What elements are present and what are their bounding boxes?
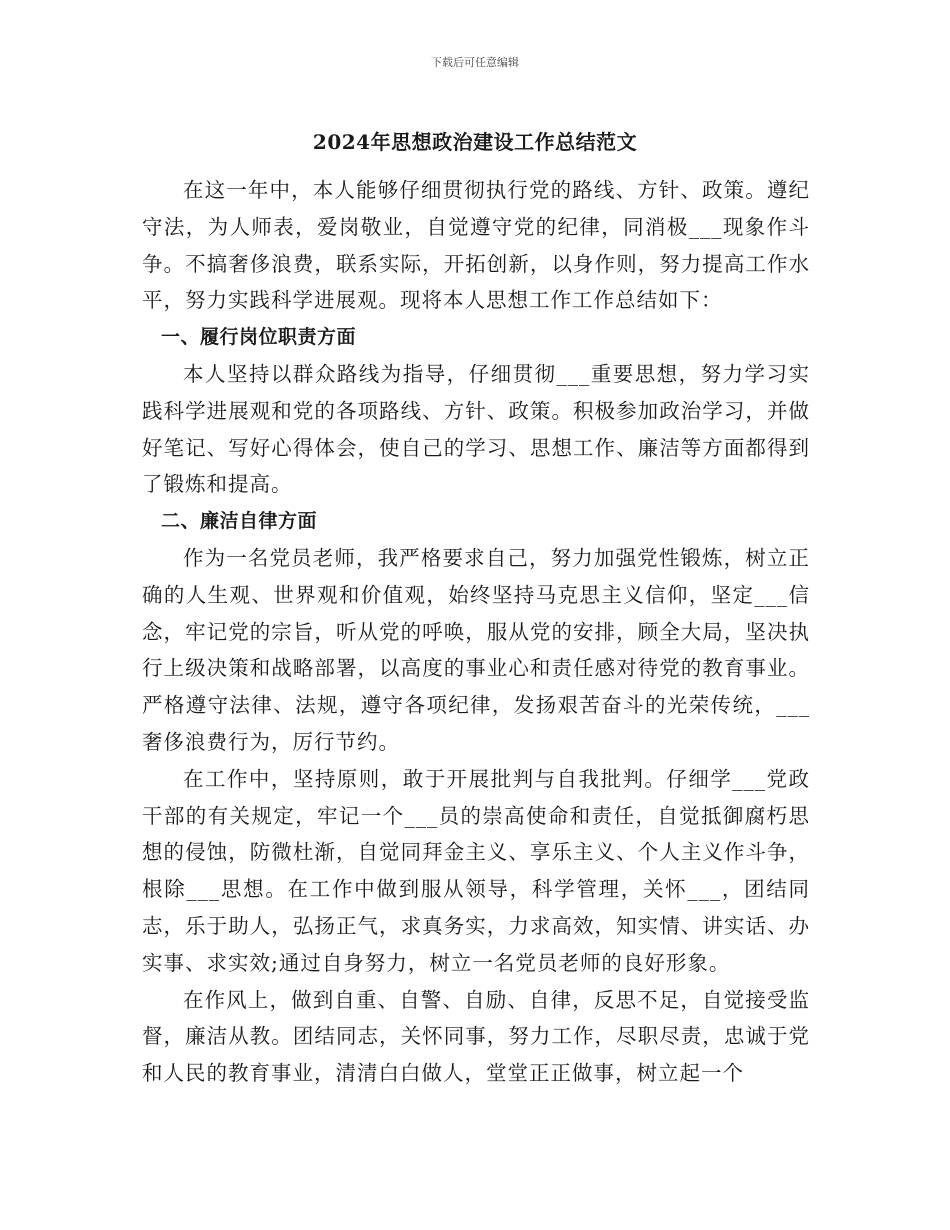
section-heading-integrity: 二、廉洁自律方面 (161, 510, 318, 533)
paragraph-integrity: 作为一名党员老师，我严格要求自己，努力加强党性锻炼，树立正确的人生观、世界观和价值观，始终坚持马克思主义信仰，坚定___信念，牢记党的宗旨，听从党的呼唤，服从党的安排，顾全大局，坚决执行上级决策和战略部署，以高度的事业心和责任感对待党的教育事业。严格遵守法律、法规，遵守各项纪律，发扬艰苦奋斗的光荣传统，___奢侈浪费行为，厉行节约。 (142, 545, 810, 754)
header-note: 下载后可任意编辑 (431, 56, 519, 69)
paragraph-duties: 本人坚持以群众路线为指导，仔细贯彻___重要思想，努力学习实践科学进展观和党的各项路线、方针、政策。积极参加政治学习，并做好笔记、写好心得体会，使自己的学习、思想工作、廉洁等方面都得到了锻炼和提高。 (142, 361, 810, 497)
paragraph-style: 在作风上，做到自重、自警、自励、自律，反思不足，自觉接受监督，廉洁从教。团结同志，关怀同事，努力工作，尽职尽责，忠诚于党和人民的教育事业，清清白白做人，堂堂正正做事，树立起一个 (142, 987, 810, 1086)
page-title: 2024年思想政治建设工作总结范文 (312, 130, 638, 154)
paragraph-work: 在工作中，坚持原则，敢于开展批判与自我批判。仔细学___党政干部的有关规定，牢记一个___员的崇高使命和责任，自觉抵御腐朽思想的侵蚀，防微杜渐，自觉同拜金主义、享乐主义、个人主义作斗争，根除___思想。在工作中做到服从领导，科学管理，关怀___，团结同志，乐于助人，弘扬正气，求真务实，力求高效，知实情、讲实话、办实事、求实效;通过自身努力，树立一名党员老师的良好形象。 (142, 766, 810, 975)
section-heading-duties: 一、履行岗位职责方面 (161, 326, 357, 349)
document-body (142, 172, 810, 1092)
paragraph-intro: 在这一年中，本人能够仔细贯彻执行党的路线、方针、政策。遵纪守法，为人师表，爱岗敬业，自觉遵守党的纪律，同消极___现象作斗争。不搞奢侈浪费，联系实际，开拓创新，以身作则，努力提高工作水平，努力实践科学进展观。现将本人思想工作工作总结如下： (142, 178, 810, 313)
